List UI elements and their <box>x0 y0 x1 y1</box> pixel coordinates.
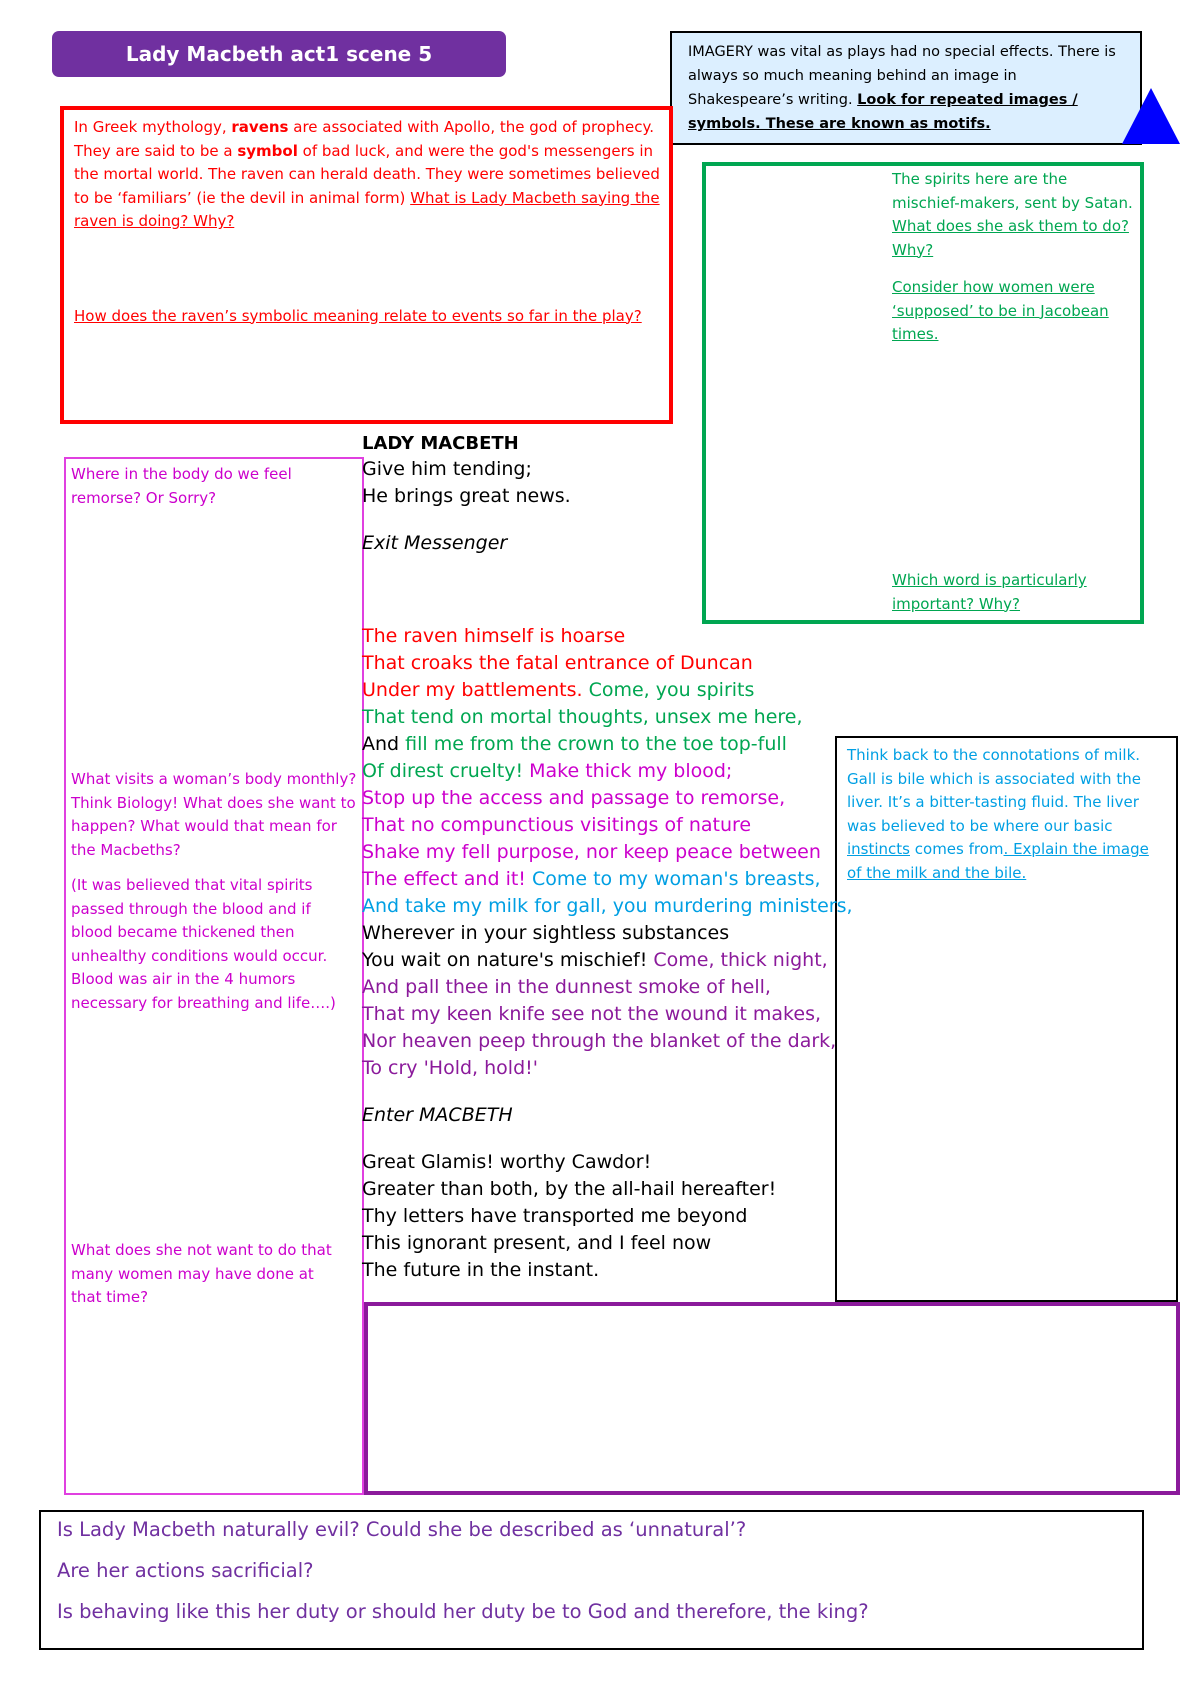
raven-question-2: How does the raven’s symbolic meaning relate to events so far in the play? <box>74 306 642 325</box>
answer-box <box>364 1302 1180 1495</box>
raven-paragraph <box>74 116 661 234</box>
play-line: The future in the instant. <box>362 1259 600 1281</box>
milk-question: . Explain the image of the milk and the bile. <box>847 840 1149 882</box>
spirits-question-3: Which word is particularly important? Why? <box>892 571 1087 613</box>
play-line: And pall thee in the dunnest smoke of hell, <box>362 976 771 998</box>
discussion-questions <box>39 1510 1144 1650</box>
left-note-humors: (It was believed that vital spirits passed through the blood and if blood became thickened then unhealthy conditions would occur. Blood was air in the 4 humors necessary for breathing and life….) <box>71 876 336 1012</box>
play-line <box>362 758 732 785</box>
play-line: That tend on mortal thoughts, unsex me here, <box>362 706 803 728</box>
play-line: Give him tending; <box>362 458 532 480</box>
play-line <box>362 731 787 758</box>
play-line: Shake my fell purpose, nor keep peace between <box>362 841 821 863</box>
page-title-banner <box>52 31 506 77</box>
raven-note <box>60 106 673 424</box>
play-line-part: Under my battlements. <box>362 679 583 701</box>
blue-triangle-icon <box>1122 88 1180 144</box>
left-question-women: What does she not want to do that many women may have done at that time? <box>71 1241 332 1306</box>
play-line: To cry 'Hold, hold!' <box>362 1057 538 1079</box>
raven-text: of bad luck, and were the god's messengers in the mortal world. The raven can herald death. They were sometimes believed to be ‘familiars’ (ie the devil in animal form) <box>74 141 660 207</box>
play-line-part: Of direst cruelty! <box>362 760 530 782</box>
milk-text: comes from <box>910 840 1004 858</box>
play-line: Thy letters have transported me beyond <box>362 1205 748 1227</box>
play-line-part: Come, you spirits <box>582 679 755 701</box>
play-line <box>362 677 754 704</box>
spirits-question-2: Consider how women were ‘supposed’ to be in Jacobean times. <box>892 278 1109 343</box>
play-line: This ignorant present, and I feel now <box>362 1232 712 1254</box>
play-line: That no compunctious visitings of nature <box>362 814 752 836</box>
milk-note <box>835 736 1178 1302</box>
spirits-note <box>892 168 1137 262</box>
spirits-text: The spirits here are the mischief-makers, sent by Satan. <box>892 170 1133 212</box>
raven-text: are associated with Apollo, the god of prophecy. They are said to be a <box>74 118 655 160</box>
play-line <box>362 947 828 974</box>
raven-bold-symbol: symbol <box>237 141 298 160</box>
imagery-note <box>670 31 1142 145</box>
play-line: And take my milk for gall, you murdering ministers, <box>362 895 853 917</box>
imagery-text: IMAGERY was vital as plays had no special effects. There is always so much meaning behind an image in Shakespeare’s writing. <box>688 44 1116 108</box>
play-line: Nor heaven peep through the blanket of the dark, <box>362 1030 837 1052</box>
page-title: Lady Macbeth act1 scene 5 <box>125 42 433 66</box>
play-line: That my keen knife see not the wound it makes, <box>362 1003 822 1025</box>
raven-question-1: What is Lady Macbeth saying the raven is doing? Why? <box>74 188 660 230</box>
play-line-part: Come, thick night, <box>653 949 828 971</box>
raven-text: In Greek mythology, <box>74 118 232 136</box>
play-line-part: The effect and it! <box>362 868 532 890</box>
play-line: That croaks the fatal entrance of Duncan <box>362 652 753 674</box>
play-line <box>362 866 821 893</box>
play-line: Wherever in your sightless substances <box>362 922 730 944</box>
speaker-name: LADY MACBETH <box>362 433 519 454</box>
question-duty: Is behaving like this her duty or should her duty be to God and therefore, the king? <box>57 1600 869 1623</box>
milk-text: Think back to the connotations of milk. Gall is bile which is associated with the liver. It’s a bitter-tasting fluid. The liver was believed to be where our basic <box>847 746 1141 835</box>
play-line-part: Make thick my blood; <box>529 760 733 782</box>
play-line: The raven himself is hoarse <box>362 625 626 647</box>
play-line: Greater than both, by the all-hail hereafter! <box>362 1178 777 1200</box>
left-question-remorse: Where in the body do we feel remorse? Or Sorry? <box>71 465 292 507</box>
play-line-part: You wait on nature's mischief! <box>362 949 654 971</box>
play-line-part: fill me from the crown to the toe top-full <box>405 733 787 755</box>
stage-direction: Exit Messenger <box>362 532 508 554</box>
question-evil: Is Lady Macbeth naturally evil? Could she be described as ‘unnatural’? <box>57 1518 747 1541</box>
left-question-biology: What visits a woman’s body monthly? Think Biology! What does she want to happen? What would that mean for the Macbeths? <box>71 770 357 859</box>
raven-bold-ravens: ravens <box>231 118 289 136</box>
imagery-emphasis: Look for repeated images / symbols. These are known as motifs. <box>688 92 1078 132</box>
play-line: He brings great news. <box>362 485 571 507</box>
play-line: Stop up the access and passage to remorse, <box>362 787 786 809</box>
play-line-part: Come to my woman's breasts, <box>531 868 821 890</box>
question-sacrificial: Are her actions sacrificial? <box>57 1559 314 1582</box>
play-line-part: And <box>362 733 406 755</box>
milk-underlined-instincts: instincts <box>847 840 910 858</box>
stage-direction: Enter MACBETH <box>362 1104 513 1126</box>
play-line: Great Glamis! worthy Cawdor! <box>362 1151 652 1173</box>
spirits-question-1: What does she ask them to do? Why? <box>892 217 1129 259</box>
